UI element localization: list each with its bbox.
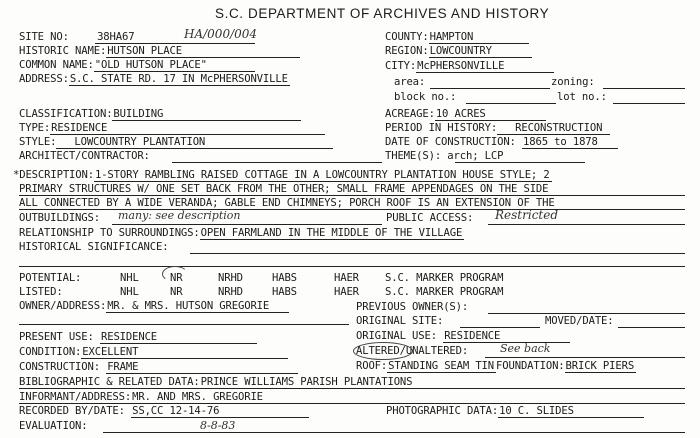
recorded-field <box>19 405 309 417</box>
photographic-label: PHOTOGRAPHIC DATA: <box>386 405 499 417</box>
style-field <box>19 136 333 148</box>
lot-no-label: lot no.: <box>557 91 607 103</box>
roof-field <box>356 360 636 372</box>
foundation-label: FOUNDATION: <box>496 360 565 372</box>
listed-haer: HAER <box>334 286 359 298</box>
condition-field <box>19 346 288 358</box>
classification-label: CLASSIFICATION: <box>19 108 113 120</box>
recorded-value: SS,CC 12-14-76 <box>131 405 309 418</box>
type-label: TYPE: <box>19 122 51 134</box>
classification-value: BUILDING <box>112 108 301 121</box>
original-use-value: RESIDENCE <box>443 330 570 343</box>
informant-line <box>19 403 685 404</box>
original-use-label: ORIGINAL USE: <box>356 330 437 342</box>
informant-label: INFORMANT/ADDRESS: <box>19 391 132 403</box>
construction-value: FRAME <box>106 361 298 374</box>
region-value: LOWCOUNTRY <box>429 45 532 58</box>
site-no-field <box>19 31 134 43</box>
region-label: REGION: <box>385 45 429 57</box>
city-label: CITY: <box>385 60 417 72</box>
date-construction-label: DATE OF CONSTRUCTION: <box>385 136 516 148</box>
type-value: RESIDENCE <box>50 122 325 135</box>
nr-circle-mark <box>162 266 188 282</box>
area-line <box>430 88 550 89</box>
listed-habs: HABS <box>272 286 297 298</box>
listed-nrhd: NRHD <box>218 286 243 298</box>
description-label: *DESCRIPTION: <box>13 169 94 181</box>
original-site-label: ORIGINAL SITE: <box>356 315 444 327</box>
roof-value: STANDING SEAM TIN <box>388 360 495 372</box>
significance-line <box>190 253 685 254</box>
zoning-label: zoning: <box>551 76 595 88</box>
listed-label: LISTED: <box>19 286 63 298</box>
block-no-label: block no.: <box>394 91 457 103</box>
date-construction-field <box>385 136 618 148</box>
county-value: HAMPTON <box>429 31 530 44</box>
altered-line <box>485 357 685 358</box>
historic-name-field <box>19 45 300 57</box>
acreage-field <box>385 108 546 120</box>
description-line-3: ALL CONNECTED BY A WIDE VERANDA; GABLE END CHIMNEYS; PORCH ROOF IS AN EXTENSION OF THE <box>19 197 555 209</box>
evaluation-handwritten: 8-8-83 <box>200 419 236 432</box>
bibliographic-label: BIBLIOGRAPHIC & RELATED DATA: <box>19 376 200 388</box>
common-name-field <box>19 59 255 71</box>
description-line-2: PRIMARY STRUCTURES W/ ONE SET BACK FROM THE OTHER; SMALL FRAME APPENDAGES ON THE SIDE <box>19 183 549 195</box>
photographic-field <box>386 405 644 417</box>
type-field <box>19 122 325 134</box>
county-label: COUNTY: <box>385 31 429 43</box>
present-use-field <box>19 331 257 343</box>
significance-label: HISTORICAL SIGNIFICANCE: <box>19 241 169 253</box>
lot-no-line <box>613 103 685 104</box>
themes-field <box>385 150 503 162</box>
description-line-2-rule <box>19 195 685 196</box>
foundation-value: BRICK PIERS <box>565 360 635 372</box>
address-label: ADDRESS: <box>19 73 69 85</box>
public-access-label: PUBLIC ACCESS: <box>386 212 474 224</box>
historic-name-value: HUTSON PLACE <box>106 45 300 58</box>
owner-label: OWNER/ADDRESS: <box>19 300 107 312</box>
city-field <box>385 60 554 72</box>
public-access-line <box>488 224 685 225</box>
period-field <box>385 122 610 134</box>
altered-circle-mark <box>353 342 413 360</box>
relationship-label: RELATIONSHIP TO SURROUNDINGS: <box>19 227 200 239</box>
architect-line <box>172 162 382 163</box>
potential-label: POTENTIAL: <box>19 272 82 284</box>
style-label: STYLE: <box>19 136 57 148</box>
potential-nr: NR <box>170 272 183 284</box>
acreage-value: 10 ACRES <box>435 108 546 121</box>
zoning-line <box>603 88 685 89</box>
moved-date-label: MOVED/DATE: <box>545 315 614 327</box>
original-use-field <box>356 330 570 342</box>
potential-haer: HAER <box>334 272 359 284</box>
bibliographic-field <box>19 376 414 388</box>
historic-name-label: HISTORIC NAME: <box>19 45 107 57</box>
potential-marker: S.C. MARKER PROGRAM <box>385 272 504 284</box>
description-line-1: 1-STORY RAMBLING RAISED COTTAGE IN A LOWCOUNTRY PLANTATION HOUSE STYLE; 2 <box>94 169 550 181</box>
previous-owners-label: PREVIOUS OWNER(S): <box>356 301 469 313</box>
bibliographic-line <box>19 388 685 389</box>
outbuildings-label: OUTBUILDINGS: <box>19 212 100 224</box>
condition-value: EXCELLENT <box>81 346 288 359</box>
themes-label: THEME(S): <box>385 150 442 162</box>
site-no-handwritten: HA/000/004 <box>184 27 258 41</box>
owner-value: MR. & MRS. HUTSON GREGORIE <box>106 300 289 313</box>
county-field <box>385 31 529 43</box>
relationship-field <box>19 227 464 239</box>
common-name-label: COMMON NAME: <box>19 59 94 71</box>
photographic-value: 10 C. SLIDES <box>498 405 644 418</box>
bibliographic-value: PRINCE WILLIAMS PARISH PLANTATIONS <box>200 376 413 388</box>
listed-marker: S.C. MARKER PROGRAM <box>385 286 504 298</box>
unaltered-label: /UNALTERED: <box>399 345 469 357</box>
evaluation-label: EVALUATION: <box>19 420 88 432</box>
acreage-label: ACREAGE: <box>385 108 435 120</box>
block-no-line <box>466 103 556 104</box>
period-label: PERIOD IN HISTORY: <box>385 122 498 134</box>
previous-owners-line <box>488 313 685 314</box>
date-construction-value: 1865 to 1878 <box>522 136 618 149</box>
address-value: S.C. STATE RD. 17 IN McPHERSONVILLE <box>69 73 288 85</box>
site-no-line <box>95 43 255 44</box>
relationship-value: OPEN FARMLAND IN THE MIDDLE OF THE VILLAGE <box>200 227 463 239</box>
separator-line <box>19 266 685 267</box>
outbuildings-handwritten: many: see description <box>118 209 241 222</box>
condition-label: CONDITION: <box>19 346 82 358</box>
owner-field <box>19 300 289 312</box>
construction-label: CONSTRUCTION: <box>19 361 100 373</box>
form-header: S.C. DEPARTMENT OF ARCHIVES AND HISTORY <box>215 6 550 21</box>
listed-nr: NR <box>170 286 183 298</box>
site-no-value: 38HA67 <box>97 31 135 43</box>
listed-nhl: NHL <box>120 286 139 298</box>
period-value: RECONSTRUCTION <box>497 122 610 135</box>
common-name-value: "OLD HUTSON PLACE" <box>94 59 255 72</box>
region-field <box>385 45 532 57</box>
themes-value: arch; LCP <box>447 150 504 162</box>
present-use-label: PRESENT USE: <box>19 331 94 343</box>
classification-field <box>19 108 301 120</box>
public-access-handwritten: Restricted <box>495 208 559 222</box>
original-site-line <box>460 327 540 328</box>
altered-handwritten: See back <box>500 342 551 355</box>
evaluation-line <box>103 432 685 433</box>
architect-label: ARCHITECT/CONTRACTOR: <box>19 150 150 162</box>
description-field <box>13 169 552 181</box>
informant-value: MR. AND MRS. GREGORIE <box>131 391 343 404</box>
potential-habs: HABS <box>272 272 297 284</box>
area-label: area: <box>394 76 426 88</box>
potential-nrhd: NRHD <box>218 272 243 284</box>
style-value: LOWCOUNTRY PLANTATION <box>56 136 333 149</box>
roof-label: ROOF: <box>356 360 388 372</box>
construction-field <box>19 361 298 373</box>
themes-line <box>455 162 585 163</box>
altered-label: ALTERED <box>356 345 400 357</box>
site-no-label: SITE NO: <box>19 31 69 43</box>
informant-field <box>19 391 343 403</box>
outbuildings-line <box>112 224 382 225</box>
recorded-label: RECORDED BY/DATE: <box>19 405 125 417</box>
potential-nhl: NHL <box>120 272 139 284</box>
moved-date-line <box>618 327 685 328</box>
owner-line-2 <box>19 324 349 325</box>
city-value: McPHERSONVILLE <box>416 60 554 73</box>
present-use-value: RESIDENCE <box>100 331 257 344</box>
address-field <box>19 73 290 85</box>
